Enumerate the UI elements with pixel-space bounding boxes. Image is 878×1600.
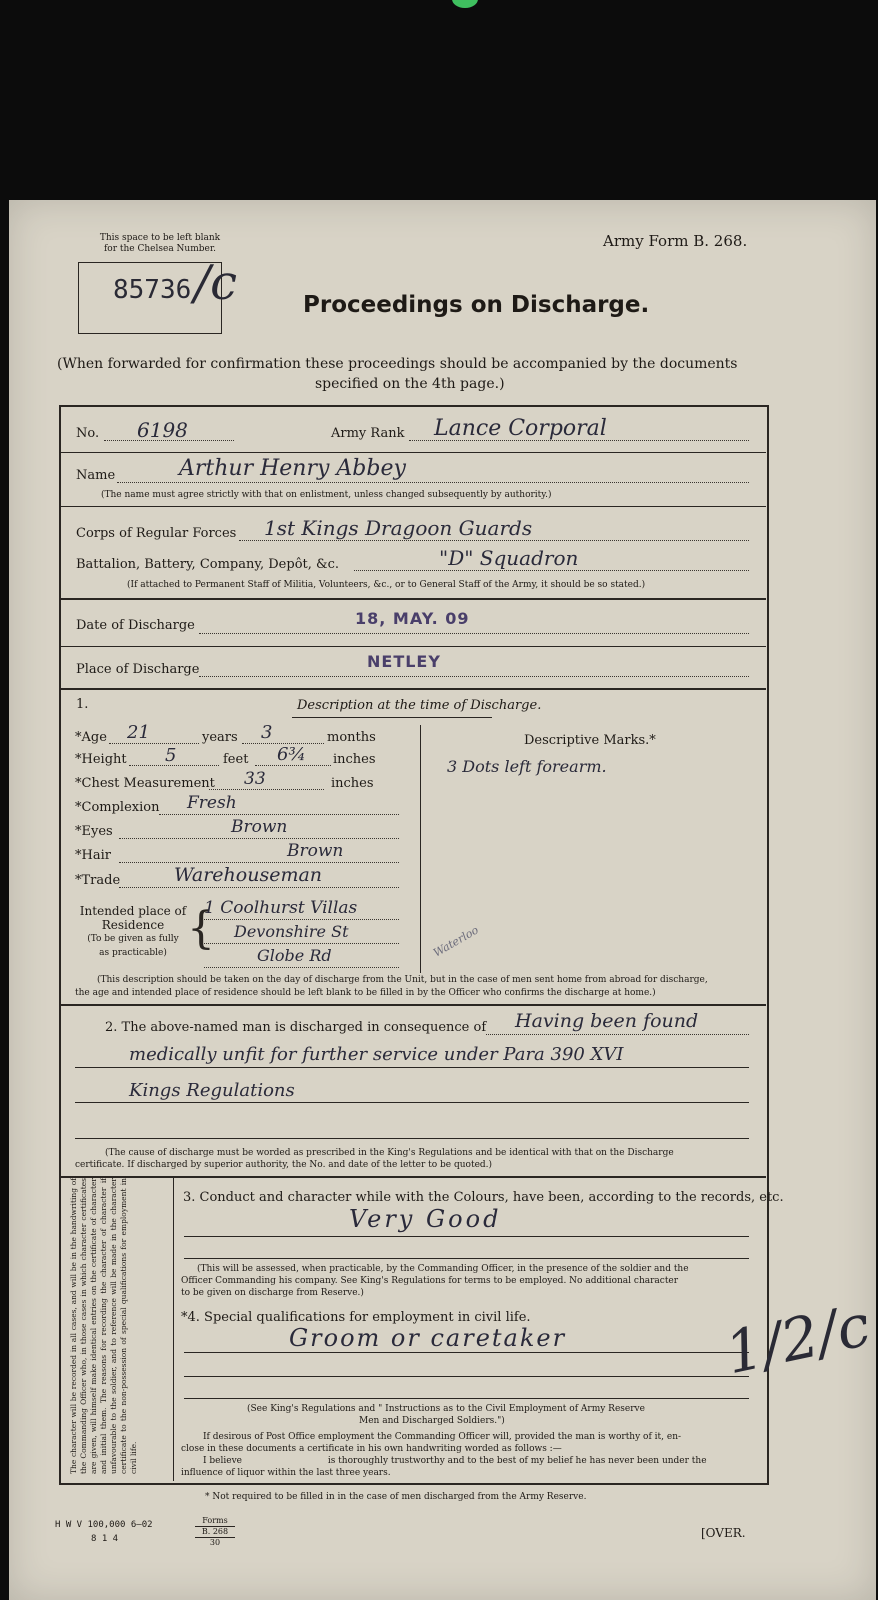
complexion-value: Fresh [187, 793, 237, 813]
chest-unit: inches [331, 776, 374, 791]
chest-line [209, 789, 324, 790]
height-label: *Height [75, 752, 127, 767]
section-2-note-2: certificate. If discharged by superior authority, the No. and date of the letter to be quoted.) [75, 1160, 493, 1170]
printer-line-1: H W V 100,000 6—02 [55, 1520, 153, 1530]
height-inches: 6¾ [277, 744, 306, 765]
top-indicator-dot [452, 0, 478, 8]
residence-labels [73, 904, 193, 960]
section-2-rule-4 [75, 1138, 749, 1139]
discharge-form-page [9, 200, 876, 1600]
height-feet: 5 [165, 745, 177, 766]
marks-label: Descriptive Marks.* [524, 733, 656, 748]
no-line [104, 440, 234, 441]
months-label: months [327, 730, 376, 745]
battalion-line [354, 570, 749, 571]
post-office-note-2: close in these documents a certificate in his own handwriting worded as follows :— [181, 1444, 562, 1454]
chelsea-number: 85736 [113, 275, 192, 305]
chest-value: 33 [244, 769, 266, 789]
trade-line [119, 887, 399, 888]
section-1-number: 1. [76, 697, 89, 712]
rank-value: Lance Corporal [434, 416, 607, 441]
date-line [199, 633, 749, 634]
forms-line-3: 30 [195, 1537, 235, 1548]
age-years-line [109, 743, 199, 744]
description-divider [420, 725, 421, 973]
section-2-rule-3 [75, 1102, 749, 1103]
row-divider [60, 646, 766, 647]
section-4-rule-3 [184, 1398, 749, 1399]
age-months: 3 [261, 722, 273, 743]
hair-label: *Hair [75, 848, 111, 863]
corps-line [239, 540, 749, 541]
place-stamp: NETLEY [367, 652, 441, 671]
section-2-rule-1 [486, 1034, 749, 1035]
residence-brace: { [187, 903, 215, 954]
section-4-note-2: Men and Discharged Soldiers.") [359, 1416, 505, 1426]
post-office-note-1: If desirous of Post Office employment the Commanding Officer will, provided the man is worthy of it, en- [203, 1432, 682, 1442]
place-label: Place of Discharge [76, 662, 200, 677]
post-office-note-3: I believe is thoroughly trustworthy and to the best of my belief he has never been under the [203, 1456, 707, 1466]
age-label: *Age [75, 730, 107, 745]
no-value: 6198 [137, 418, 188, 442]
residence-line-2: Devonshire St [234, 922, 349, 941]
place-line [199, 676, 749, 677]
over-marker: [OVER. [701, 1526, 746, 1540]
row-divider [60, 598, 766, 600]
height-feet-line [129, 765, 219, 766]
forms-reference [195, 1516, 235, 1548]
marks-value: 3 Dots left forearm. [447, 757, 607, 776]
section-3-label: 3. Conduct and character while with the Colours, have been, according to the records, etc. [183, 1190, 784, 1205]
rank-line [409, 440, 749, 441]
section-2-rule-2 [75, 1067, 749, 1068]
hair-value: Brown [287, 841, 344, 861]
years-label: years [202, 730, 238, 745]
form-title: Proceedings on Discharge. [303, 292, 650, 318]
residence-line-3: Globe Rd [257, 946, 332, 965]
description-note-1: (This description should be taken on the day of discharge from the Unit, but in the case of men sent home from abroad for discharge, [97, 975, 708, 985]
name-line [117, 482, 749, 483]
section-4-label: *4. Special qualifications for employment in civil life. [181, 1310, 531, 1325]
residence-label-1: Intended place of [79, 904, 187, 918]
side-note-column [69, 1178, 173, 1481]
marginal-note: Waterloo [431, 923, 481, 960]
section-4-rule-1 [184, 1352, 749, 1353]
side-note-divider [173, 1178, 174, 1481]
section-2-line-3: Kings Regulations [129, 1080, 295, 1101]
inches-label: inches [333, 752, 376, 767]
section-4-rule-2 [184, 1376, 749, 1377]
chelsea-note-line-2: for the Chelsea Number. [103, 244, 217, 254]
asterisk-note: * Not required to be filled in in the case of men discharged from the Army Reserve. [205, 1492, 587, 1502]
name-label: Name [76, 468, 116, 483]
date-stamp: 18, MAY. 09 [355, 609, 470, 628]
corps-label: Corps of Regular Forces [76, 526, 237, 541]
section-3-note-3: to be given on discharge from Reserve.) [181, 1288, 364, 1298]
row-divider [60, 452, 766, 453]
trade-label: *Trade [75, 873, 121, 888]
eyes-value: Brown [231, 817, 288, 837]
section-3-rule-1 [184, 1236, 749, 1237]
forms-line-2: B. 268 [195, 1526, 235, 1537]
feet-label: feet [223, 752, 249, 767]
date-label: Date of Discharge [76, 618, 195, 633]
description-note-2: the age and intended place of residence should be left blank to be filled in by the Officer who confirms the discharge at home.) [75, 988, 656, 998]
section-3-note-1: (This will be assessed, when practicable, by the Commanding Officer, in the presence of the soldier and the [197, 1264, 689, 1274]
residence-label-4: as practicable) [99, 948, 167, 958]
residence-line-3-rule [204, 967, 399, 968]
post-office-note-4: influence of liquor within the last three years. [181, 1468, 391, 1478]
chelsea-note [85, 233, 235, 255]
residence-line-2-rule [204, 943, 399, 944]
residence-label-2: Residence [101, 918, 165, 932]
section-2-line-1: Having been found [515, 1010, 699, 1032]
section-2-label: 2. The above-named man is discharged in consequence of [105, 1020, 487, 1035]
row-divider [60, 506, 766, 507]
section-4-value: Groom or caretaker [289, 1324, 567, 1352]
trade-value: Warehouseman [174, 864, 323, 886]
name-value: Arthur Henry Abbey [179, 456, 406, 481]
row-divider [60, 1004, 766, 1006]
battalion-label: Battalion, Battery, Company, Depôt, &c. [76, 557, 339, 572]
chest-label: *Chest Measurement [75, 776, 215, 791]
age-years: 21 [127, 722, 150, 743]
section-4-note-1: (See King's Regulations and " Instructions as to the Civil Employment of Army Reserve [247, 1404, 645, 1414]
name-note: (The name must agree strictly with that on enlistment, unless changed subsequently by authority.) [101, 490, 552, 500]
top-fraction-mark: /c [194, 255, 238, 311]
complexion-line [159, 814, 399, 815]
printer-line-2: 8 1 4 [91, 1534, 119, 1544]
residence-line-1-rule [204, 919, 399, 920]
attached-note: (If attached to Permanent Staff of Militia, Volunteers, &c., or to General Staff of the Army, it should be so stated.) [127, 580, 646, 590]
complexion-label: *Complexion [75, 800, 160, 815]
bottom-fraction-mark: 1/2/c [719, 1290, 876, 1388]
instruction-line-1: (When forwarded for confirmation these proceedings should be accompanied by the documents [57, 356, 738, 372]
eyes-label: *Eyes [75, 824, 113, 839]
height-inches-line [255, 765, 331, 766]
form-id: Army Form B. 268. [603, 232, 748, 250]
residence-line-1: 1 Coolhurst Villas [204, 898, 358, 918]
no-label: No. [76, 426, 100, 441]
side-note-text: The character will be recorded in all cases, and will be in the handwriting of the Commanding Officer who, in those cases in which character certificates are given, will himself make identical entries on the certificate of character and initial them. The reasons for recording the character of character if unfavourable to the soldier, and to reference will be made in the character certificate to the non-possession of special qualifications for employment in civil life. [69, 1178, 138, 1474]
section-3-note-2: Officer Commanding his company. See King's Regulations for terms to be employed. No additional character [181, 1276, 679, 1286]
chelsea-note-line-1: This space to be left blank [99, 233, 221, 243]
heading-underline [292, 717, 492, 718]
eyes-line [119, 838, 399, 839]
battalion-value: "D" Squadron [439, 546, 579, 570]
section-3-rule-2 [184, 1258, 749, 1259]
instruction-line-2: specified on the 4th page.) [315, 376, 505, 392]
row-divider [60, 688, 766, 690]
section-3-value: Very Good [349, 1205, 502, 1233]
corps-value: 1st Kings Dragoon Guards [264, 516, 533, 540]
section-2-line-2: medically unfit for further service under Para 390 XVI [129, 1044, 624, 1065]
residence-label-3: (To be given as fully [87, 934, 179, 944]
rank-label: Army Rank [331, 426, 405, 441]
section-2-note-1: (The cause of discharge must be worded as prescribed in the King's Regulations and be identical with that on the Discharge [105, 1148, 674, 1158]
forms-line-1: Forms [202, 1516, 228, 1525]
description-heading: Description at the time of Discharge. [297, 698, 542, 713]
hair-line [119, 862, 399, 863]
